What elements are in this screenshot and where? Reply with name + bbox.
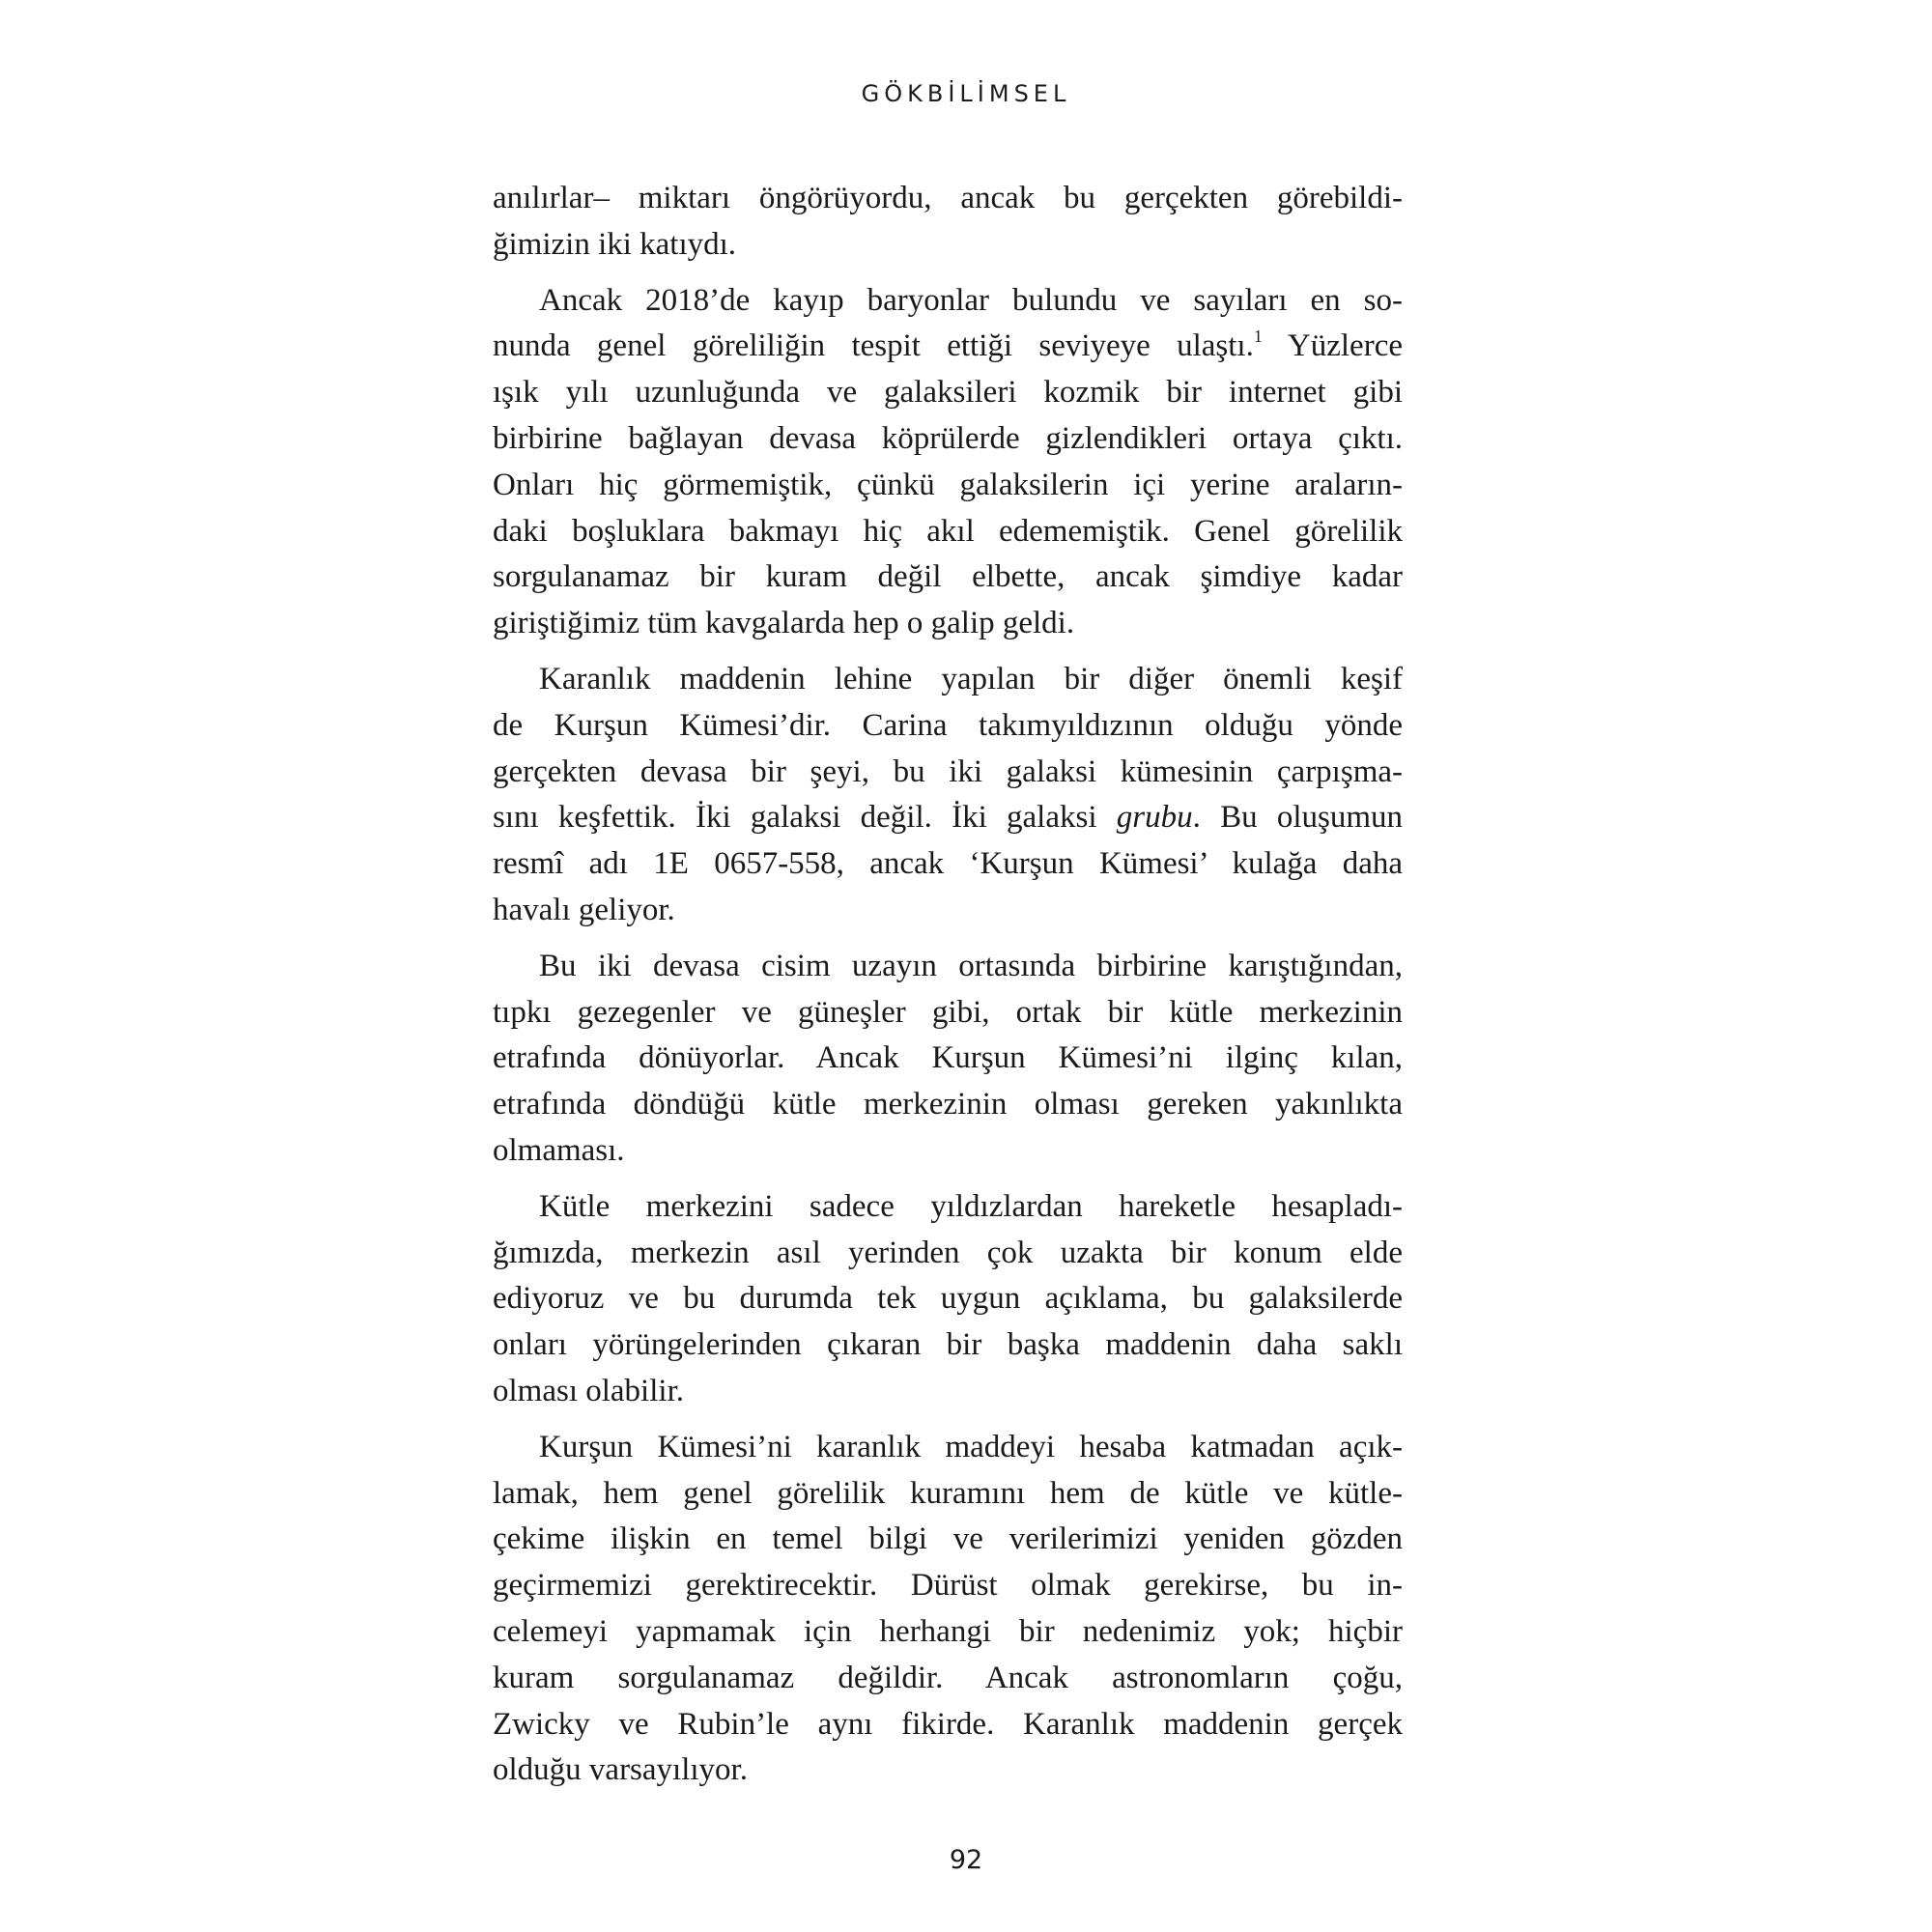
paragraph	[493, 657, 1403, 934]
footnote-marker: 1	[1253, 327, 1263, 347]
text-run: Zwicky ve Rubin’le aynı fikirde. Karanlık maddenin gerçek	[493, 1706, 1403, 1742]
text-line	[493, 1369, 1403, 1415]
text-run: Kütle merkezini sadece yıldızlardan hareketle hesapladı-	[539, 1188, 1403, 1224]
text-line	[493, 1082, 1403, 1128]
text-line	[493, 1517, 1403, 1563]
paragraph	[493, 1425, 1403, 1794]
text-line	[493, 463, 1403, 509]
text-run: sını keşfettik. İki galaksi değil. İki galaksi	[493, 800, 1117, 836]
text-line	[493, 1036, 1403, 1082]
text-run: birbirine bağlayan devasa köprülerde gizlendikleri ortaya çıktı.	[493, 420, 1403, 456]
text-run: Karanlık maddenin lehine yapılan bir diğer önemli keşif	[539, 661, 1403, 696]
text-line	[493, 888, 1403, 934]
text-run: olmaması.	[493, 1132, 625, 1168]
text-run: etrafında döndüğü kütle merkezinin olması gereken yakınlıkta	[493, 1087, 1403, 1122]
text-run: etrafında dönüyorlar. Ancak Kurşun Kümesi’ni ilginç kılan,	[493, 1040, 1403, 1076]
text-run: Onları hiç görmemiştik, çünkü galaksilerin içi yerine araların-	[493, 467, 1403, 502]
paragraph	[493, 278, 1403, 647]
text-line	[493, 841, 1403, 888]
text-line	[493, 703, 1403, 750]
paragraph	[493, 1184, 1403, 1415]
text-run: celemeyi yapmamak için herhangi bir nedenimiz yok; hiçbir	[493, 1613, 1403, 1649]
text-line	[493, 222, 1403, 269]
running-head: GÖKBİLİMSEL	[861, 80, 1071, 107]
text-line	[493, 1425, 1403, 1471]
text-run: Yüzlerce	[1262, 328, 1403, 364]
text-line	[493, 416, 1403, 463]
text-run: çekime ilişkin en temel bilgi ve verilerimizi yeniden gözden	[493, 1521, 1403, 1557]
text-line	[493, 1563, 1403, 1609]
text-run: olması olabilir.	[493, 1373, 684, 1408]
text-run: ışık yılı uzunluğunda ve galaksileri kozmik bir internet gibi	[493, 375, 1403, 411]
text-line	[493, 657, 1403, 703]
text-line	[493, 1609, 1403, 1656]
text-run: sorgulanamaz bir kuram değil elbette, ancak şimdiye kadar	[493, 559, 1403, 595]
text-run: geçirmemizi gerektirecektir. Dürüst olmak gerekirse, bu in-	[493, 1568, 1403, 1604]
text-run: Bu iki devasa cisim uzayın ortasında birbirine karıştığından,	[539, 948, 1403, 983]
text-run: havalı geliyor.	[493, 892, 675, 927]
page-number: 92	[949, 1845, 983, 1875]
text-run: daki boşluklara bakmayı hiç akıl edememiştik. Genel görelilik	[493, 513, 1403, 549]
text-line	[493, 1184, 1403, 1231]
text-run: ediyoruz ve bu durumda tek uygun açıklama, bu galaksilerde	[493, 1281, 1403, 1317]
text-run: tıpkı gezegenler ve güneşler gibi, ortak bir kütle merkezinin	[493, 994, 1403, 1030]
text-run: nunda genel göreliliğin tespit ettiği seviyeye ulaştı.	[493, 328, 1254, 364]
text-run: anılırlar– miktarı öngörüyordu, ancak bu gerçekten görebildi-	[493, 181, 1403, 215]
text-line	[493, 601, 1403, 647]
text-run: lamak, hem genel görelilik kuramını hem de kütle ve kütle-	[493, 1475, 1403, 1511]
paragraph	[493, 176, 1403, 269]
text-line	[493, 176, 1403, 222]
text-run: resmî adı 1E 0657-558, ancak ‘Kurşun Kümesi’ kulağa daha	[493, 846, 1403, 882]
text-run: olduğu varsayılıyor.	[493, 1752, 748, 1788]
text-line	[493, 554, 1403, 601]
text-run: Kurşun Kümesi’ni karanlık maddeyi hesaba katmadan açık-	[539, 1429, 1403, 1464]
text-run: . Bu oluşumun	[1192, 800, 1403, 836]
text-line	[493, 990, 1403, 1037]
text-line	[493, 1128, 1403, 1175]
text-line	[493, 1747, 1403, 1794]
text-line	[493, 1231, 1403, 1277]
body-text	[493, 176, 1403, 1794]
text-run: ğımızda, merkezin asıl yerinden çok uzakta bir konum elde	[493, 1235, 1403, 1270]
text-line	[493, 1656, 1403, 1702]
paragraph	[493, 944, 1403, 1175]
text-line	[493, 1276, 1403, 1322]
text-line	[493, 509, 1403, 555]
text-line	[493, 944, 1403, 990]
text-line	[493, 324, 1403, 370]
text-line	[493, 1471, 1403, 1518]
text-run: kuram sorgulanamaz değildir. Ancak astronomların çoğu,	[493, 1660, 1403, 1695]
text-run: gerçekten devasa bir şeyi, bu iki galaksi kümesinin çarpışma-	[493, 753, 1403, 789]
text-line	[493, 1322, 1403, 1369]
text-run: ğimizin iki katıydı.	[493, 226, 737, 262]
text-run: onları yörüngelerinden çıkaran bir başka maddenin daha saklı	[493, 1327, 1403, 1363]
text-run: Ancak 2018’de kayıp baryonlar bulundu ve sayıları en so-	[539, 282, 1403, 318]
text-run: giriştiğimiz tüm kavgalarda hep o galip geldi.	[493, 606, 1075, 641]
text-line	[493, 370, 1403, 416]
italic-emphasis: grubu	[1116, 800, 1193, 836]
text-line	[493, 750, 1403, 796]
text-line	[493, 1702, 1403, 1748]
text-line	[493, 278, 1403, 325]
text-line	[493, 795, 1403, 841]
text-run: de Kurşun Kümesi’dir. Carina takımyıldızının olduğu yönde	[493, 707, 1403, 743]
